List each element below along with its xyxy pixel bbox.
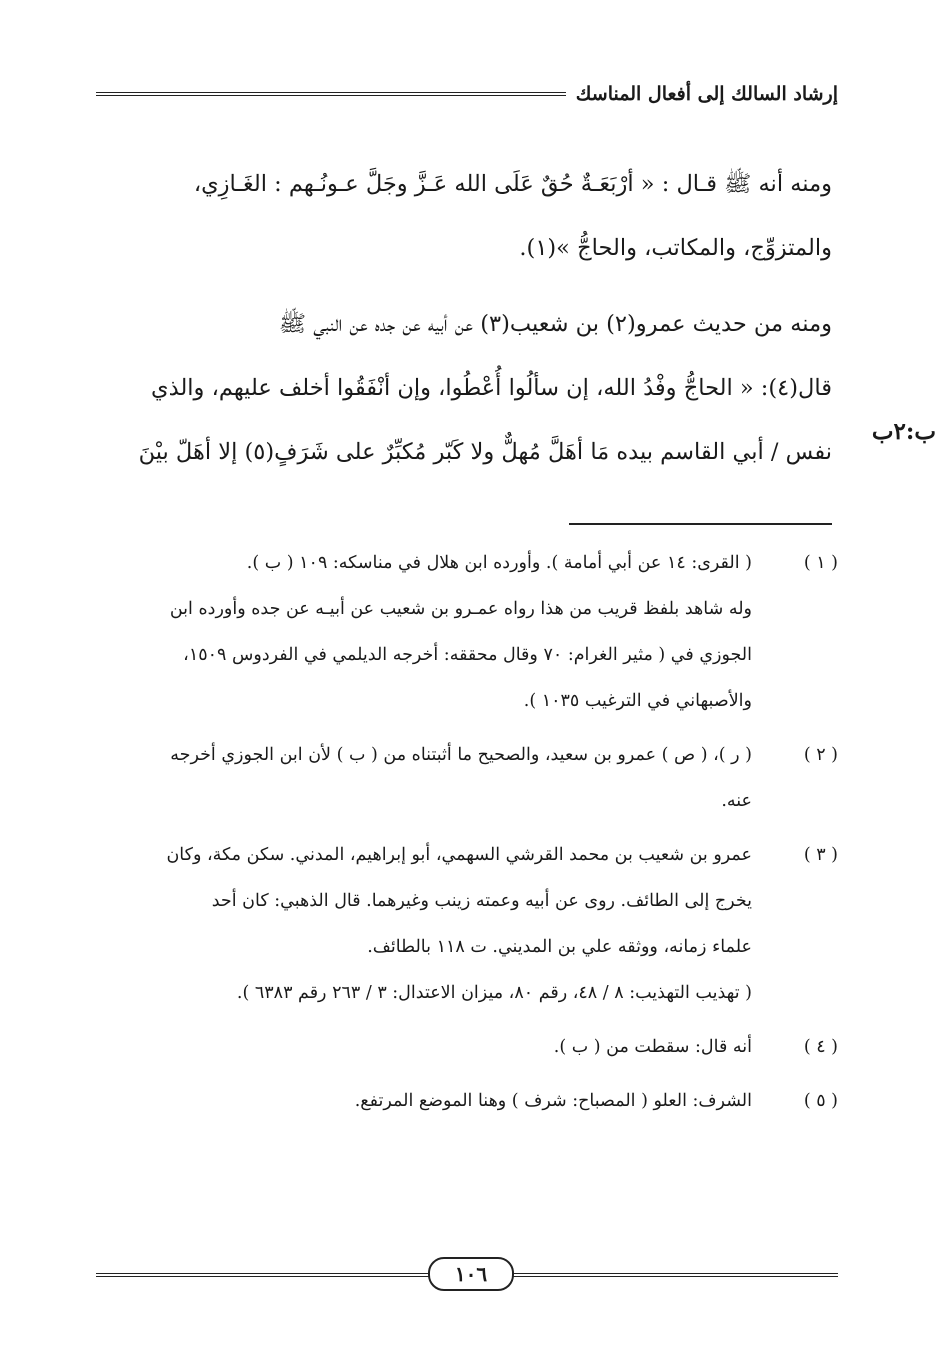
running-header (96, 82, 838, 112)
header-title: إرشاد السالك إلى أفعال المناسك (566, 82, 838, 106)
footnote-4 (96, 1024, 838, 1070)
footnote-text (96, 1078, 752, 1124)
footnote-text (96, 1024, 752, 1070)
footnote-text (96, 832, 752, 1016)
footnotes (96, 540, 838, 1124)
footnote-number: ( ٥ ) (803, 1091, 838, 1111)
footnote-line: الجوزي في ( مثير الغرام: ٧٠ وقال محققه: أخرجه الديلمي في الفردوس ١٥٠٩، (183, 645, 752, 665)
paragraph-2 (96, 292, 832, 484)
manuscript-folio-marker: ب:٢ب (871, 418, 936, 445)
page-number: ١٠٦ (428, 1257, 514, 1291)
paragraph-2-line-1: ومنه من حديث عمرو(٢) بن شعيب(٣) عن أبيه عن جده عن النبي ﷺ (278, 311, 832, 337)
paragraph-2-line-2: قال(٤): « الحاجُّ وفْدُ الله، إن سألُوا أُعْطُوا، وإن أنْفَقُوا أخلف عليهم، والذي (151, 375, 832, 401)
footnote-separator (569, 523, 832, 525)
footnote-line: أنه قال: سقطت من ( ب ). (553, 1037, 752, 1057)
footnote-line: علماء زمانه، ووثقه علي بن المديني. ت ١١٨ بالطائف. (367, 937, 752, 957)
footnote-line: عمرو بن شعيب بن محمد القرشي السهمي، أبو إبراهيم، المدني. سكن مكة، وكان (166, 845, 752, 865)
footnote-5 (96, 1078, 838, 1124)
footnote-number: ( ٤ ) (803, 1037, 838, 1057)
page-footer (96, 1254, 838, 1294)
footnote-line: ( ر )، ( ص ) عمرو بن سعيد، والصحيح ما أثبتناه من ( ب ) لأن ابن الجوزي أخرجه (170, 745, 752, 765)
paragraph-1-line-1: ومنه أنه ﷺ قـال : « أرْبَعَـةٌ حُقٌ عَلَى الله عَـزَّ وجَلَّ عـونُـهم : الغَـازِي، (193, 171, 832, 197)
footnote-line: الشرف: العلو ( المصباح: شرف ) وهنا الموضع المرتفع. (354, 1091, 752, 1111)
main-text (96, 152, 832, 484)
footnote-number: ( ١ ) (803, 553, 838, 573)
paragraph-1-line-2: والمتزوِّج، والمكاتب، والحاجُّ »(١). (519, 235, 832, 261)
footnote-line: عنه. (721, 791, 752, 811)
footnote-number: ( ٣ ) (803, 845, 838, 865)
footnote-text (96, 540, 752, 724)
footnote-line: يخرج إلى الطائف. روى عن أبيه وعمته زينب وغيرهما. قال الذهبي: كان أحد (211, 891, 752, 911)
footnote-line: وله شاهد بلفظ قريب من هذا رواه عمـرو بن شعيب عن أبيـه عن جده وأورده ابن (169, 599, 752, 619)
paragraph-2-line-3: نفس / أبي القاسم بيده مَا أهَلَّ مُهلٌّ ولا كَبّر مُكبِّرٌ على شَرَفٍ(٥) إلا أهَلّ بيْنَ (138, 439, 832, 465)
footnote-2 (96, 732, 838, 824)
footnote-number: ( ٢ ) (803, 745, 838, 765)
paragraph-1 (96, 152, 832, 280)
footnote-line: والأصبهاني في الترغيب ١٠٣٥ ). (523, 691, 752, 711)
footnote-text (96, 732, 752, 824)
footnote-line: ( القرى: ١٤ عن أبي أمامة ). وأورده ابن هلال في مناسكه: ١٠٩ ( ب ). (246, 553, 752, 573)
footnote-3 (96, 832, 838, 1016)
footnote-1 (96, 540, 838, 724)
footnote-line: ( تهذيب التهذيب: ٨ / ٤٨، رقم ٨٠، ميزان الاعتدال: ٣ / ٢٦٣ رقم ٦٣٨٣ ). (236, 983, 752, 1003)
